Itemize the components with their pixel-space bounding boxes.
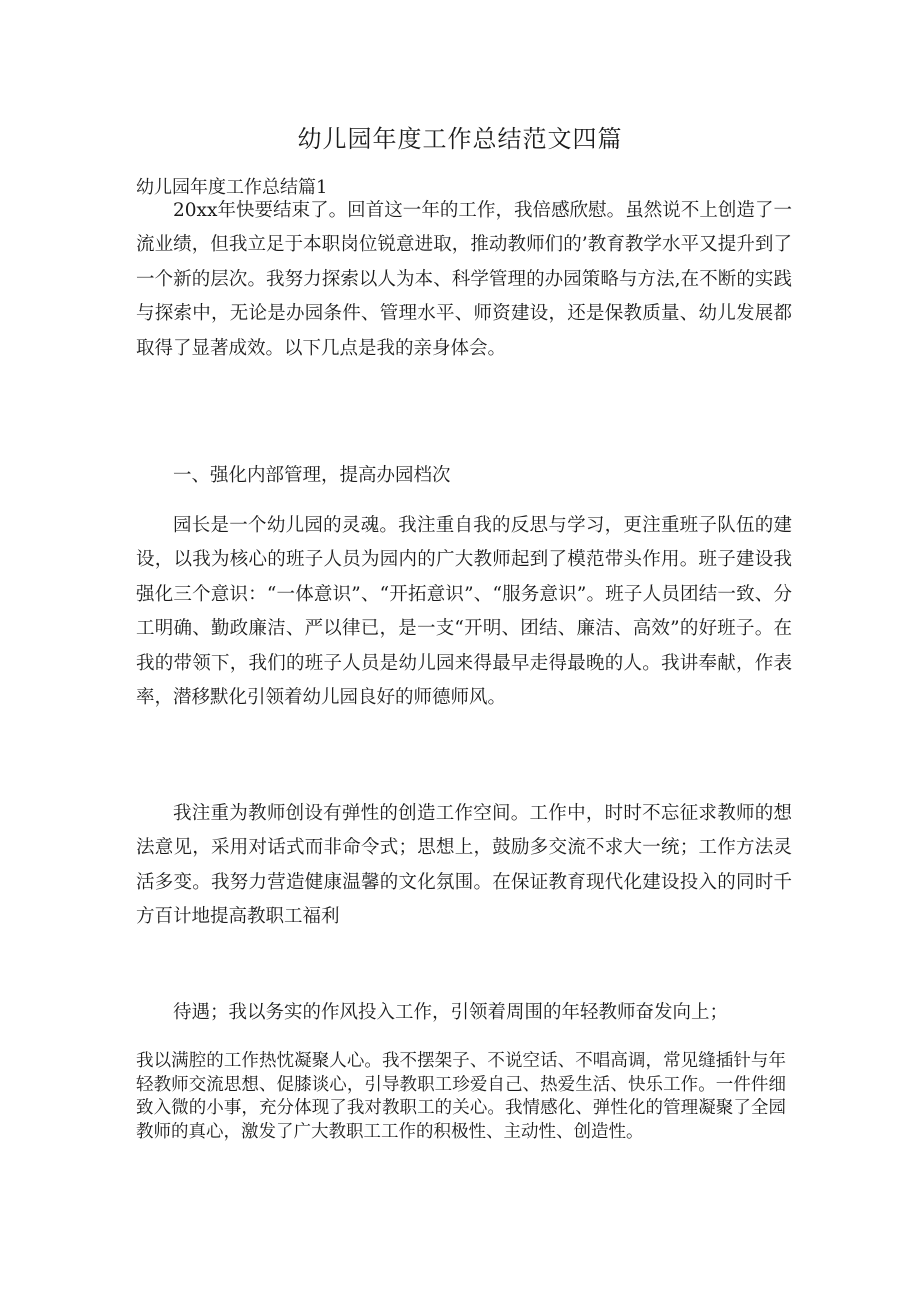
paragraph-leadership: 园长是一个幼儿园的灵魂。我注重自我的反思与学习，更注重班子队伍的建设，以我为核心的班子人员为园内的广大教师起到了模范带头作用。班子建设我强化三个意识：“一体意识”、“开拓意识”、“服务意识”。班子人员团结一致、分工明确、勤政廉洁、严以律已，是一支“开明、团结、廉洁、高效”的好班子。在我的带领下，我们的班子人员是幼儿园来得最早走得最晚的人。我讲奉献，作表率，潜移默化引领着幼儿园良好的师德师风。: [136, 515, 792, 709]
paragraph-enthusiasm: 我以满腔的工作热忱凝聚人心。我不摆架子、不说空话、不唱高调，常见缝插针与年轻教师交流思想、促膝谈心，引导教职工珍爱自己、热爱生活、快乐工作。一件件细致入微的小事，充分体现了我对教职工的关心。我情感化、弹性化的管理凝聚了全园教师的真心，激发了广大教职工工作的积极性、主动性、创造性。: [136, 1051, 786, 1142]
document-title: 幼儿园年度工作总结范文四篇: [297, 125, 623, 153]
paragraph-intro: 20xx年快要结束了。回首这一年的工作，我倍感欣慰。虽然说不上创造了一流业绩，但我立足于本职岗位锐意进取，推动教师们的’教育教学水平又提升到了一个新的层次。我努力探索以人为本、科学管理的办园策略与方法,在不断的实践与探索中，无论是办园条件、管理水平、师资建设，还是保教质量、幼儿发展都取得了显著成效。以下几点是我的亲身体会。: [136, 200, 792, 359]
paragraph-work-space: 我注重为教师创设有弹性的创造工作空间。工作中，时时不忘征求教师的想法意见，采用对话式而非命令式；思想上，鼓励多交流不求大一统；工作方法灵活多变。我努力营造健康温馨的文化氛围。在保证教育现代化建设投入的同时千方百计地提高教职工福利: [136, 803, 792, 928]
section-subtitle: 幼儿园年度工作总结篇1: [136, 177, 328, 198]
paragraph-treatment: 待遇；我以务实的作风投入工作，引领着周围的年轻教师奋发向上；: [173, 1002, 729, 1023]
section-heading: 一、强化内部管理，提高办园档次: [173, 465, 451, 486]
